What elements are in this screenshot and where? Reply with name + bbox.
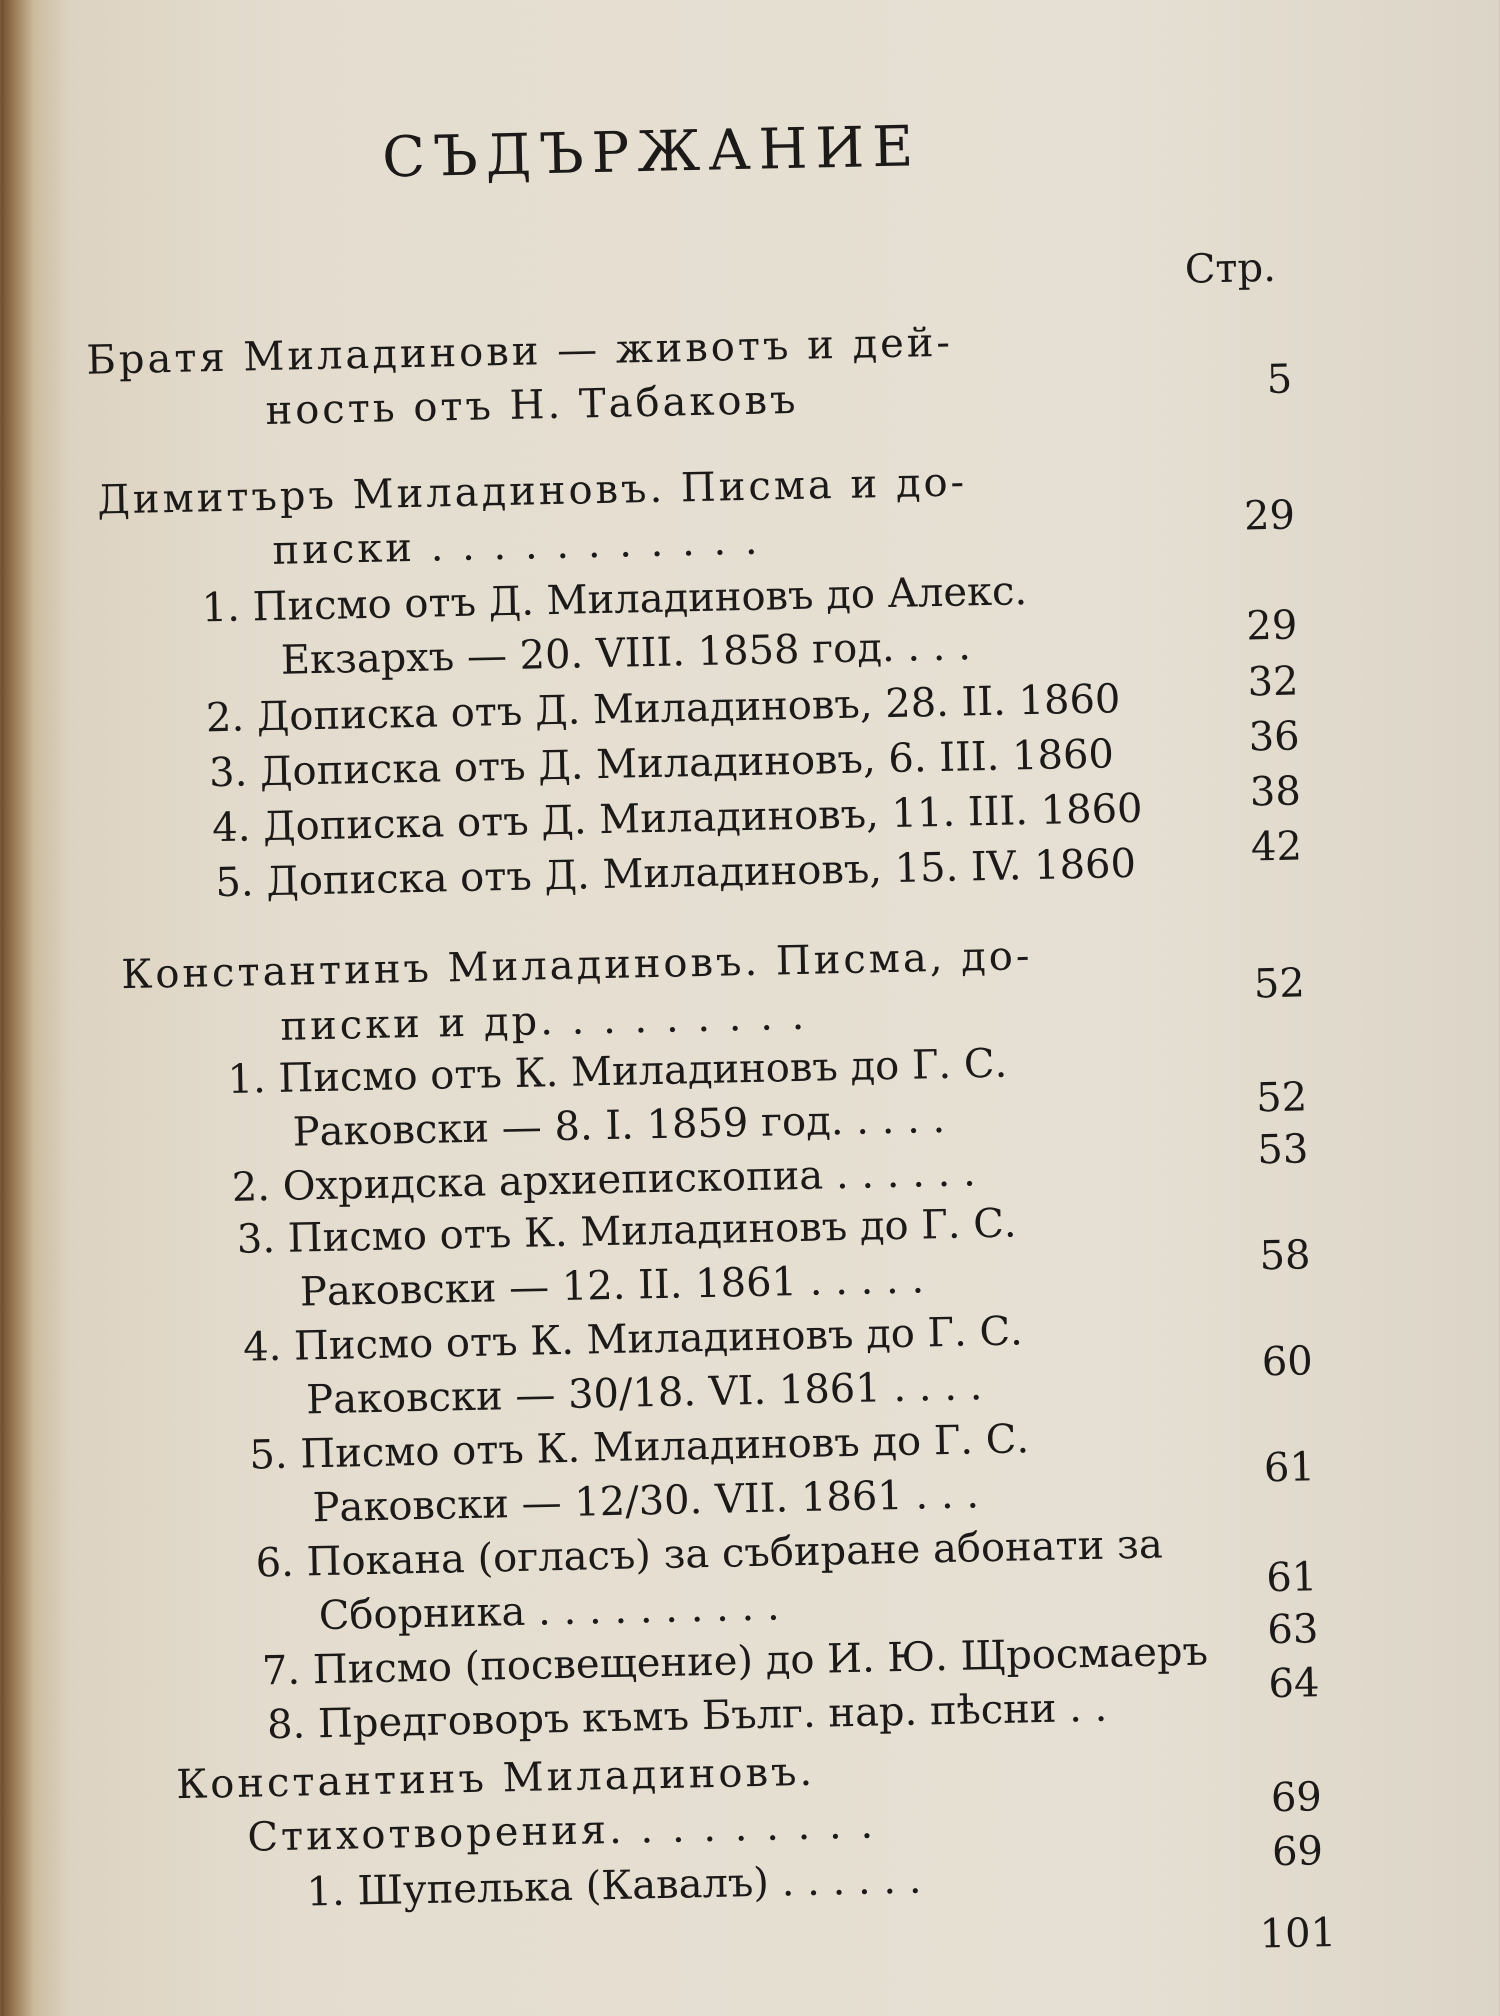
toc-line: Стихотворения. . . . . . . . . — [246, 1801, 877, 1861]
toc-page-number: 29 — [1243, 492, 1296, 540]
toc-line: 2. Дописка отъ Д. Миладиновъ, 28. II. 1860 — [205, 676, 1121, 742]
toc-line: 5. Писмо отъ К. Миладиновъ до Г. С. — [248, 1416, 1030, 1479]
toc-line: 5. Дописка отъ Д. Миладиновъ, 15. IV. 1860 — [214, 840, 1137, 907]
toc-page-number: 52 — [1253, 960, 1306, 1008]
toc-line: писки . . . . . . . . . . . — [272, 517, 761, 574]
toc-line: Раковски — 30/18. VI. 1861 . . . . — [305, 1363, 983, 1424]
toc-page-number: 53 — [1256, 1126, 1309, 1174]
toc-line: 1. Писмо отъ Д. Миладиновъ до Алекс. — [201, 568, 1028, 632]
toc-line: Екзархъ — 20. VIII. 1858 год. . . . — [280, 623, 972, 684]
toc-line: Константинъ Миладиновъ. — [175, 1748, 816, 1809]
toc-line: 2. Охридска архиепископиа . . . . . . — [231, 1149, 977, 1211]
toc-line: 4. Писмо отъ К. Миладиновъ до Г. С. — [242, 1308, 1024, 1371]
toc-line: Раковски — 8. I. 1859 год. . . . . — [292, 1095, 946, 1156]
toc-page-number: 42 — [1250, 823, 1303, 871]
toc-line: Братя Миладинови — животъ и дей- — [85, 319, 954, 384]
toc-page-number: 32 — [1247, 658, 1299, 706]
toc-page-number: 38 — [1249, 768, 1302, 816]
toc-page-number: 5 — [1266, 356, 1293, 404]
toc-page-number: 69 — [1270, 1774, 1323, 1822]
toc-page-number: 61 — [1263, 1444, 1316, 1492]
toc-line: ность отъ Н. Табаковъ — [265, 376, 799, 435]
toc-line: 6. Покана (огласъ) за събиране абонати за — [255, 1521, 1164, 1587]
toc-line: 1. Шупелька (Кавалъ) . . . . . . — [306, 1856, 922, 1916]
toc-line: Димитъръ Миладиновъ. Писма и до- — [96, 459, 968, 524]
toc-page-number: 64 — [1268, 1660, 1320, 1708]
toc-line: Раковски — 12. II. 1861 . . . . . — [299, 1256, 925, 1316]
toc-page-number: 61 — [1265, 1554, 1318, 1602]
toc-line: Сборника . . . . . . . . . . — [318, 1583, 781, 1640]
toc-line: 7. Писмо (посвещение) до И. Ю. Щросмаеръ — [261, 1628, 1209, 1695]
toc-line: 3. Писмо отъ К. Миладиновъ до Г. С. — [236, 1200, 1017, 1263]
toc-line: 4. Дописка отъ Д. Миладиновъ, 11. III. 1860 — [211, 785, 1143, 852]
toc-page-number: 63 — [1266, 1606, 1319, 1654]
toc-page-number: 52 — [1255, 1074, 1308, 1122]
toc-line: писки и др. . . . . . . . . — [279, 992, 808, 1050]
toc-line: Раковски — 12/30. VII. 1861 . . . — [312, 1471, 980, 1532]
toc-page-number: 58 — [1259, 1232, 1311, 1280]
page-number: 101 — [1259, 1909, 1337, 1958]
toc-line: 3. Дописка отъ Д. Миладиновъ, 6. III. 1860 — [208, 731, 1115, 797]
toc-page-number: 29 — [1245, 602, 1298, 650]
toc-line: 1. Писмо отъ К. Миладиновъ до Г. С. — [227, 1040, 1008, 1103]
page-column-header: Стр. — [1184, 244, 1277, 293]
toc-page-number: 60 — [1261, 1338, 1314, 1386]
toc-page-number: 36 — [1248, 713, 1301, 761]
toc-line: 8. Предговоръ къмъ Бълг. нар. пѣсни . . — [266, 1684, 1108, 1749]
toc-line: Константинъ Миладиновъ. Писма, до- — [120, 933, 1033, 999]
toc-page-number: 69 — [1271, 1828, 1324, 1876]
page-title: СЪДЪРЖАНИЕ — [381, 114, 922, 191]
